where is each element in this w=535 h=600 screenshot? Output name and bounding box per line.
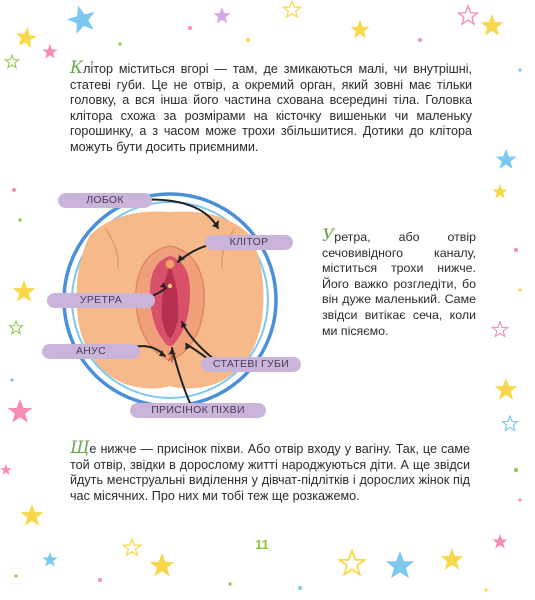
paragraph-text: е нижче — присінок піхви. Або отвір входу у вагіну. Так, це саме той отвір, звідки в дорослому житті народжуються діти. А ще звідси йдуть менструальні виділення у дівчат-підлітків і дорослих жінок під час місячних. Про них ми тобі теж ще розкажемо. (70, 442, 470, 503)
label-prysinok-pikhvy: ПРИСІНОК ПІХВИ (130, 403, 266, 418)
label-anus: АНУС (42, 344, 140, 359)
label-lobok: ЛОБОК (58, 193, 152, 208)
paragraph-prysinok (70, 438, 470, 504)
paragraph-text: ретра, або отвір сечовивідного каналу, міститься трохи нижче. Його важко розгледіти, бо він дуже маленький. Саме звідси витікає сеча, коли ми пісяємо. (322, 230, 476, 338)
paragraph-klitor (70, 58, 472, 156)
label-statevi-guby: СТАТЕВІ ГУБИ (201, 357, 301, 372)
label-uretra: УРЕТРА (47, 293, 155, 308)
paragraph-uretra (322, 226, 476, 339)
lead-letter: К (70, 58, 84, 78)
urethra-mark (168, 284, 172, 288)
label-klitor: КЛІТОР (205, 235, 293, 250)
page-number: 11 (255, 537, 269, 552)
paragraph-text: лі́тор міститься вгорі — там, де змикаються малі, чи внутрішні, статеві губи. Це не отвір, а окремий орган, який зовні має тільки головку, а вся інша його частина схована всередині тіла. Головка клітора схожа за розмірами на кісточку вишеньки чи маленьку горошинку, а з часом може трохи збільшитися. Дотики до клітора можуть бути досить приємними. (70, 62, 472, 154)
lead-letter: Щ (70, 438, 90, 458)
lead-letter: У (322, 226, 335, 246)
clitoris-mark (166, 260, 175, 269)
